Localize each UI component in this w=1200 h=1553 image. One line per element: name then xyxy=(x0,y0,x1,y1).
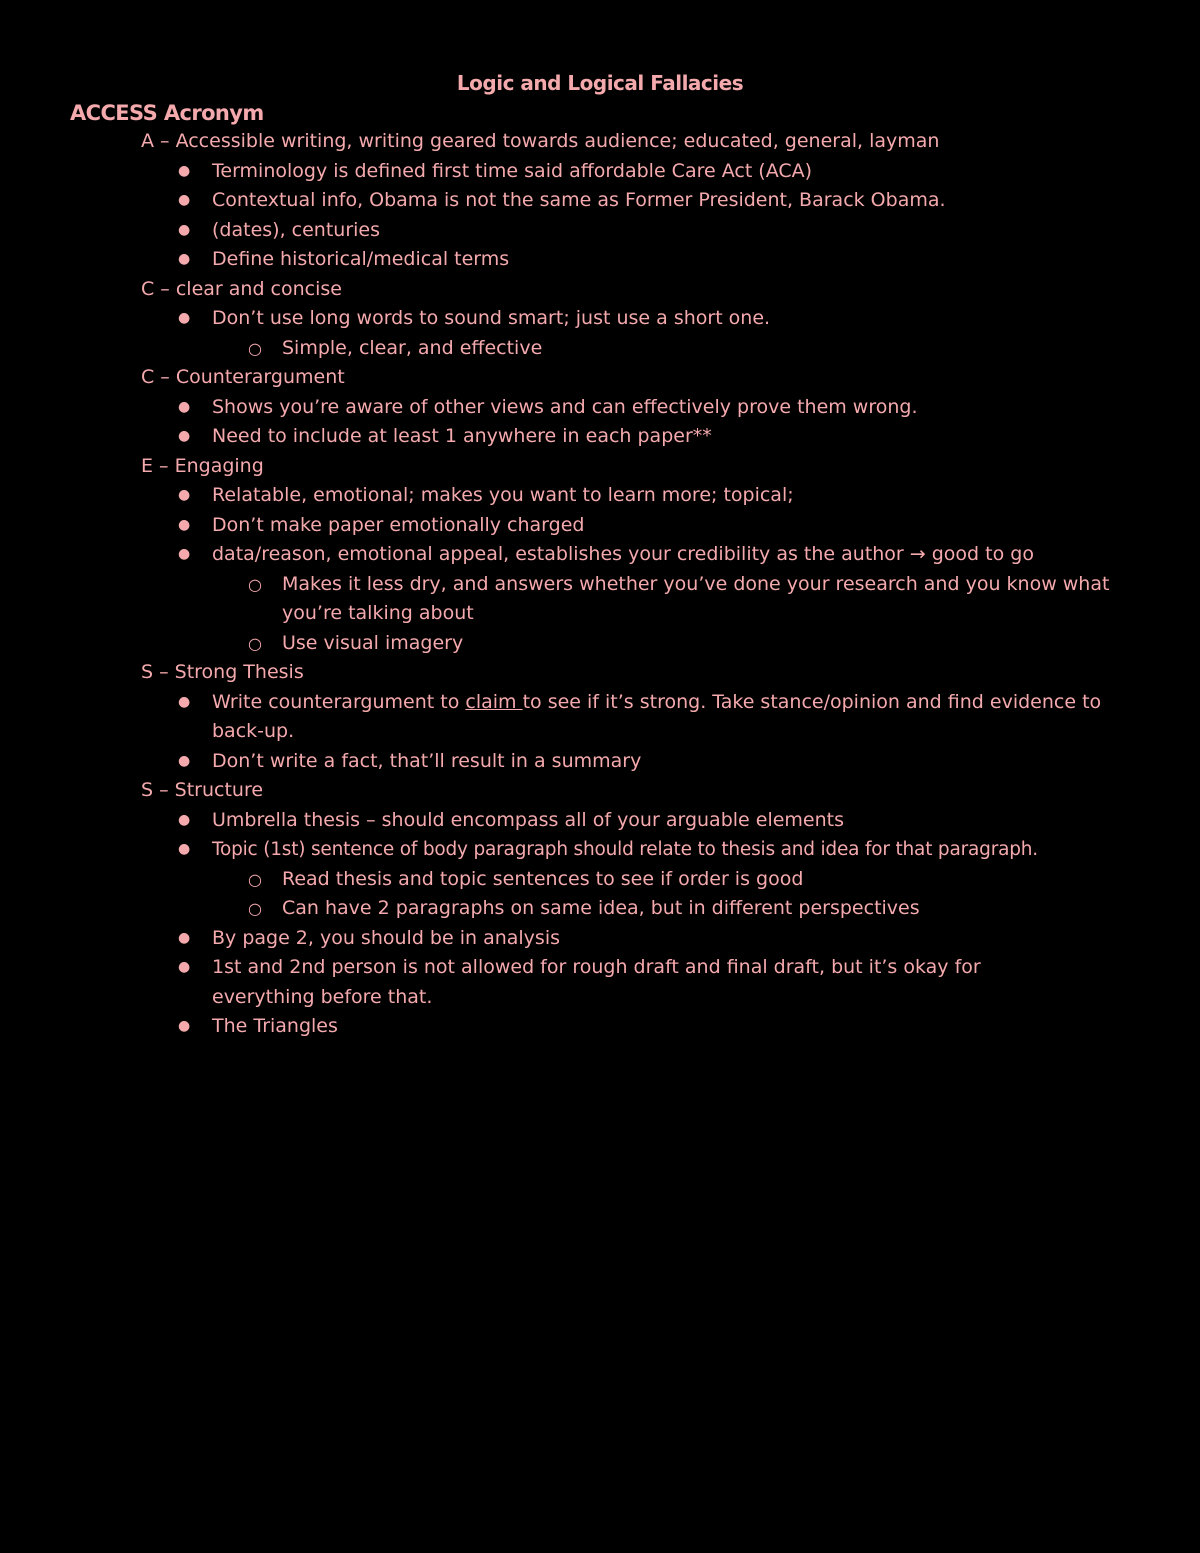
outline-item-s-structure: S – Structure xyxy=(141,779,264,801)
outline-item-c-counterargument: C – Counterargument xyxy=(141,366,345,388)
list-item: ● Need to include at least 1 anywhere in each paper** xyxy=(0,422,1200,452)
document-title: Logic and Logical Fallacies xyxy=(456,71,744,95)
sub-list-item: ○ Use visual imagery xyxy=(0,629,1200,659)
list-item: ● By page 2, you should be in analysis xyxy=(0,924,1200,954)
list-item: ● Don’t make paper emotionally charged xyxy=(0,511,1200,541)
bullet-icon: ● xyxy=(178,959,191,975)
bullet-icon: ● xyxy=(178,221,191,238)
bullet-icon: ● xyxy=(178,487,191,503)
bullet-icon: ● xyxy=(178,428,191,444)
bullet-icon: ● xyxy=(178,398,191,415)
hollow-bullet-icon: ○ xyxy=(248,633,262,653)
list-item: ● The Triangles xyxy=(0,1012,1200,1042)
list-item: ● 1st and 2nd person is not allowed for rough draft and final draft, but it’s okay for everything before that. xyxy=(0,953,1200,1012)
bullet-icon: ● xyxy=(178,693,191,710)
list-item: ● Don’t use long words to sound smart; just use a short one. xyxy=(0,304,1200,334)
list-item: ● Define historical/medical terms xyxy=(0,245,1200,275)
outline-item-e: E – Engaging xyxy=(141,454,264,477)
hollow-bullet-icon: ○ xyxy=(248,869,262,889)
sub-list-item: ○ Read thesis and topic sentences to see if order is good xyxy=(0,865,1200,895)
bullet-icon: ● xyxy=(178,546,191,562)
list-item: ● Shows you’re aware of other views and can effectively prove them wrong. xyxy=(0,393,1200,423)
outline-item-s-strong-thesis: S – Strong Thesis xyxy=(141,661,304,683)
sub-list-item: ○ Can have 2 paragraphs on same idea, but in different perspectives xyxy=(0,894,1200,924)
bullet-icon: ● xyxy=(178,162,191,179)
bullet-icon: ● xyxy=(178,251,191,267)
outline-item-c-clear: C – clear and concise xyxy=(141,277,342,300)
bullet-icon: ● xyxy=(178,1018,191,1034)
underlined-word: claim xyxy=(465,690,523,713)
list-item: ● (dates), centuries xyxy=(0,216,1200,246)
list-item: ● Contextual info, Obama is not the same as Former President, Barack Obama. xyxy=(0,186,1200,216)
acronym-outline xyxy=(0,127,1200,1042)
list-item: ● Write counterargument to claim to see if it’s strong. Take stance/opinion and find evidence to back-up. xyxy=(0,688,1200,747)
bullet-icon: ● xyxy=(178,516,191,533)
hollow-bullet-icon: ○ xyxy=(248,899,262,918)
hollow-bullet-icon: ○ xyxy=(248,574,262,594)
bullet-icon: ● xyxy=(178,752,191,769)
outline-item-a: A – Accessible writing, writing geared towards audience; educated, general, layman xyxy=(141,130,940,152)
sub-list-item: ○ Makes it less dry, and answers whether you’ve done your research and you know what you’re talking about xyxy=(0,570,1200,629)
list-item: ● data/reason, emotional appeal, establishes your credibility as the author → good to go xyxy=(0,540,1200,570)
bullet-icon: ● xyxy=(178,192,191,208)
bullet-icon: ● xyxy=(178,929,191,946)
bullet-icon: ● xyxy=(178,841,191,857)
list-item: ● Topic (1st) sentence of body paragraph should relate to thesis and idea for that paragraph. xyxy=(0,835,1200,865)
list-item: ● Relatable, emotional; makes you want to learn more; topical; xyxy=(0,481,1200,511)
bullet-icon: ● xyxy=(178,811,191,828)
list-item: ● Don’t write a fact, that’ll result in a summary xyxy=(0,747,1200,777)
list-item: ● Terminology is defined first time said affordable Care Act (ACA) xyxy=(0,157,1200,187)
list-item: ● Umbrella thesis – should encompass all of your arguable elements xyxy=(0,806,1200,836)
hollow-bullet-icon: ○ xyxy=(248,338,262,358)
sub-list-item: ○ Simple, clear, and effective xyxy=(0,334,1200,364)
bullet-icon: ● xyxy=(178,310,191,326)
section-heading: ACCESS Acronym xyxy=(70,101,264,125)
